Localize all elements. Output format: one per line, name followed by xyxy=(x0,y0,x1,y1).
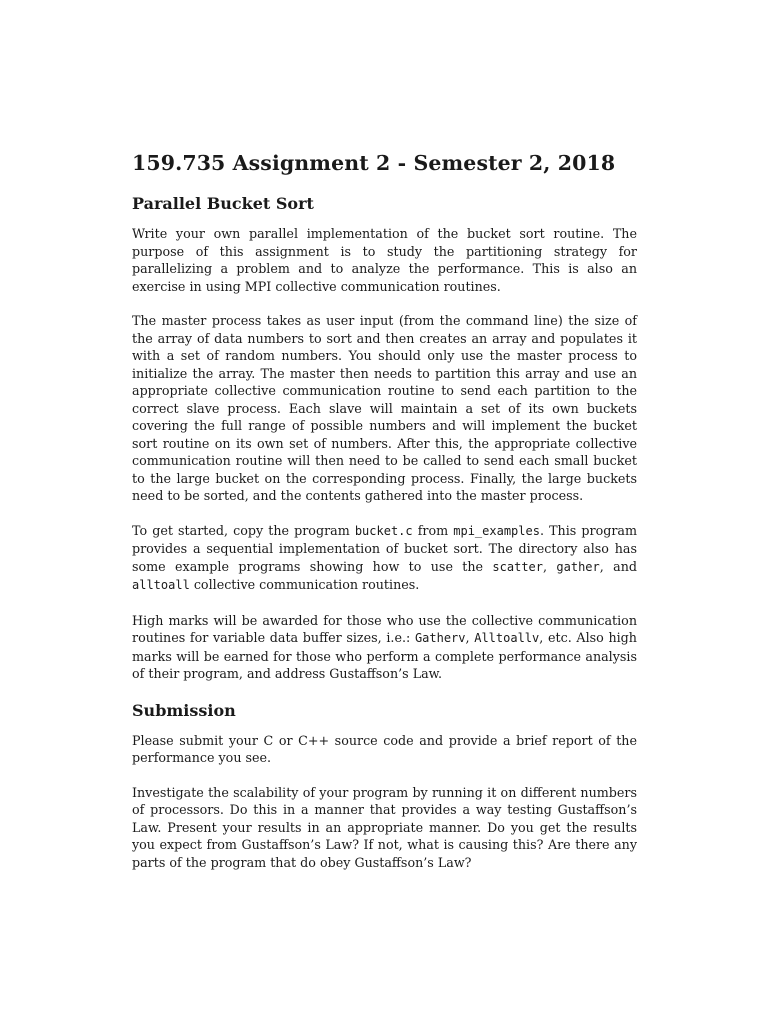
text-run: collective communication routines. xyxy=(189,577,420,592)
code-alltoallv: Alltoallv xyxy=(474,631,540,645)
text-run: , xyxy=(543,558,557,574)
text-run: . This program provides a sequential implementation of bucket sort. The directory also has some example programs showing how to use the xyxy=(132,522,637,574)
scalability-paragraph: Investigate the scalability of your program by running it on different numbers of processors. Do this in a manner that provides a way testing Gustaffson’s Law. Present your results in an appropriate manner. Do you get the results you expect from Gustaffson’s Law? If not, what is causing this? Are there any parts of the program that do obey Gustaffson’s Law? xyxy=(132,784,637,870)
code-gatherv: Gatherv xyxy=(414,631,466,645)
code-mpi-examples: mpi_examples xyxy=(453,523,540,538)
getting-started-paragraph xyxy=(132,522,637,595)
code-scatter: scatter xyxy=(492,559,543,574)
section-heading-parallel-bucket-sort: Parallel Bucket Sort xyxy=(132,194,314,213)
intro-paragraph: Write your own parallel implementation of the bucket sort routine. The purpose of this assignment is to study the partitioning strategy for parallelizing a problem and to analyze the performance. This is also an exercise in using MPI collective communication routines. xyxy=(132,226,637,294)
code-alltoall: alltoall xyxy=(132,578,190,592)
text-run: High marks will be awarded for those who use the collective communication routines for variable data buffer sizes, i.e.: xyxy=(132,612,637,645)
text-run: from xyxy=(412,522,454,538)
high-marks-paragraph xyxy=(132,612,637,683)
text-run: , xyxy=(465,630,475,645)
text-run: , etc. Also high marks will be earned for those who perform a complete performance analysis of their program, and address Gustaffson’s Law. xyxy=(132,630,637,681)
submission-paragraph: Please submit your C or C++ source code and provide a brief report of the performance you see. xyxy=(132,732,637,765)
code-bucket-c: bucket.c xyxy=(354,523,413,538)
code-gather: gather xyxy=(556,559,600,574)
section-heading-submission: Submission xyxy=(132,700,236,720)
master-process-paragraph: The master process takes as user input (from the command line) the size of the array of data numbers to sort and then creates an array and populates it with a set of random numbers. You should only use the master process to initialize the array. The master then needs to partition this array and use an appropriate collective communication routine to send each partition to the correct slave process. Each slave will maintain a set of its own buckets covering the full range of possible numbers and will implement the bucket sort routine on its own set of numbers. After this, the appropriate collective communication routine will then need to be called to send each small bucket to the large bucket on the corresponding process. Finally, the large buckets need to be sorted, and the contents gathered into the master process. xyxy=(132,313,637,503)
document-title: 159.735 Assignment 2 - Semester 2, 2018 xyxy=(132,151,616,175)
text-run: , and xyxy=(599,558,637,574)
text-run: To get started, copy the program xyxy=(132,522,355,538)
document-page xyxy=(132,148,637,888)
